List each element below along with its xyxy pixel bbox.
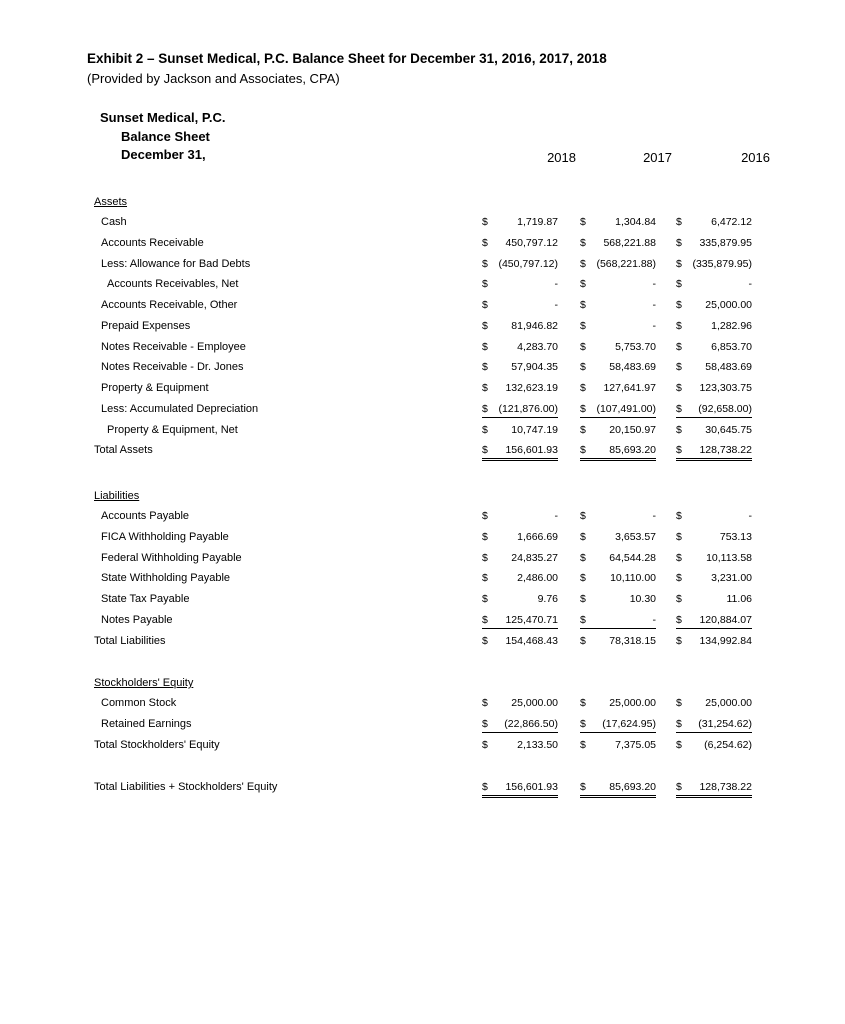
row-label-notes-payable: Notes Payable [101, 614, 173, 626]
currency-symbol: $ [676, 635, 682, 647]
currency-symbol: $ [676, 299, 682, 311]
row-label-common-stock: Common Stock [101, 697, 177, 709]
amount-2017-retained-earnings [580, 718, 656, 733]
amount-2018-total-assets [482, 444, 558, 461]
amount-value: 64,544.28 [609, 552, 656, 564]
amount-value: 58,483.69 [705, 361, 752, 373]
currency-symbol: $ [580, 718, 586, 730]
amount-2017-federal-withholding-payable [580, 552, 656, 566]
amount-2016-property-equipment-net [676, 424, 752, 438]
amount-value: - [652, 510, 656, 522]
currency-symbol: $ [482, 718, 488, 730]
year-header-2017: 2017 [643, 150, 672, 165]
amount-2017-notes-receivable-dr-jones [580, 361, 656, 375]
amount-2016-fica-withholding-payable [676, 531, 752, 545]
amount-2018-state-withholding-payable [482, 572, 558, 586]
amount-value: 132,623.19 [505, 382, 558, 394]
amount-2018-less-accumulated-depreciation [482, 403, 558, 418]
currency-symbol: $ [482, 697, 488, 709]
row-label-less-accumulated-depreciation: Less: Accumulated Depreciation [101, 403, 259, 415]
amount-value: 2,133.50 [517, 739, 558, 751]
amount-value: 30,645.75 [705, 424, 752, 436]
amount-value: (17,624.95) [602, 718, 656, 730]
amount-2018-property-equipment [482, 382, 558, 396]
statement-name: Balance Sheet [121, 129, 210, 144]
year-header-2018: 2018 [547, 150, 576, 165]
currency-symbol: $ [676, 781, 682, 793]
currency-symbol: $ [580, 444, 586, 456]
amount-value: 335,879.95 [699, 237, 752, 249]
amount-2018-property-equipment-net [482, 424, 558, 438]
amount-value: 11.06 [726, 593, 752, 605]
section-heading-equity: Stockholders' Equity [94, 677, 194, 689]
currency-symbol: $ [482, 361, 488, 373]
exhibit-title: Exhibit 2 – Sunset Medical, P.C. Balance Sheet for December 31, 2016, 2017, 2018 [87, 51, 607, 66]
amount-2016-total-liabilities [676, 635, 752, 649]
amount-2016-accounts-receivables-net [676, 278, 752, 292]
amount-2017-common-stock [580, 697, 656, 711]
row-label-prepaid-expenses: Prepaid Expenses [101, 320, 191, 332]
amount-2016-notes-payable [676, 614, 752, 629]
currency-symbol: $ [676, 697, 682, 709]
row-label-notes-receivable-dr-jones: Notes Receivable - Dr. Jones [101, 361, 244, 373]
amount-2018-notes-receivable-dr-jones [482, 361, 558, 375]
amount-value: (335,879.95) [692, 258, 752, 270]
amount-value: (6,254.62) [704, 739, 752, 751]
amount-2018-prepaid-expenses [482, 320, 558, 334]
amount-value: (450,797.12) [498, 258, 558, 270]
row-label-retained-earnings: Retained Earnings [101, 718, 192, 730]
amount-value: 25,000.00 [609, 697, 656, 709]
currency-symbol: $ [676, 593, 682, 605]
amount-value: (92,658.00) [698, 403, 752, 415]
amount-2018-accounts-payable [482, 510, 558, 524]
amount-value: 25,000.00 [705, 299, 752, 311]
currency-symbol: $ [676, 552, 682, 564]
currency-symbol: $ [482, 237, 488, 249]
amount-2017-total-liabilities-stockholders-equity [580, 781, 656, 798]
currency-symbol: $ [580, 341, 586, 353]
currency-symbol: $ [482, 341, 488, 353]
amount-value: 85,693.20 [609, 781, 656, 793]
row-label-cash: Cash [101, 216, 127, 228]
amount-2017-cash [580, 216, 656, 230]
amount-value: 5,753.70 [615, 341, 656, 353]
currency-symbol: $ [580, 635, 586, 647]
row-label-less-allowance-for-bad-debts: Less: Allowance for Bad Debts [101, 258, 251, 270]
currency-symbol: $ [580, 697, 586, 709]
currency-symbol: $ [676, 361, 682, 373]
amount-2017-state-withholding-payable [580, 572, 656, 586]
row-label-accounts-receivable-other: Accounts Receivable, Other [101, 299, 238, 311]
currency-symbol: $ [482, 444, 488, 456]
amount-2017-less-accumulated-depreciation [580, 403, 656, 418]
currency-symbol: $ [482, 614, 488, 626]
currency-symbol: $ [482, 382, 488, 394]
currency-symbol: $ [580, 361, 586, 373]
amount-2017-total-assets [580, 444, 656, 461]
amount-value: 24,835.27 [511, 552, 558, 564]
currency-symbol: $ [580, 299, 586, 311]
company-name: Sunset Medical, P.C. [100, 110, 226, 125]
amount-2016-property-equipment [676, 382, 752, 396]
currency-symbol: $ [482, 572, 488, 584]
currency-symbol: $ [676, 320, 682, 332]
currency-symbol: $ [482, 320, 488, 332]
currency-symbol: $ [482, 739, 488, 751]
row-label-federal-withholding-payable: Federal Withholding Payable [101, 552, 242, 564]
currency-symbol: $ [580, 531, 586, 543]
currency-symbol: $ [580, 593, 586, 605]
amount-value: 6,472.12 [711, 216, 752, 228]
amount-2016-total-liabilities-stockholders-equity [676, 781, 752, 798]
amount-2018-total-liabilities [482, 635, 558, 649]
amount-value: (121,876.00) [498, 403, 558, 415]
amount-value: 10,747.19 [511, 424, 558, 436]
amount-2018-accounts-receivable [482, 237, 558, 251]
amount-value: 127,641.97 [603, 382, 656, 394]
currency-symbol: $ [580, 781, 586, 793]
currency-symbol: $ [580, 382, 586, 394]
currency-symbol: $ [676, 403, 682, 415]
amount-2016-total-stockholders-equity [676, 739, 752, 753]
currency-symbol: $ [482, 403, 488, 415]
amount-value: - [748, 510, 752, 522]
row-label-state-withholding-payable: State Withholding Payable [101, 572, 231, 584]
amount-2016-accounts-receivable [676, 237, 752, 251]
currency-symbol: $ [676, 572, 682, 584]
row-label-total-liabilities-stockholders-equity: Total Liabilities + Stockholders' Equity [94, 781, 278, 793]
amount-2016-accounts-receivable-other [676, 299, 752, 313]
amount-2017-accounts-receivables-net [580, 278, 656, 292]
currency-symbol: $ [676, 258, 682, 270]
amount-2016-common-stock [676, 697, 752, 711]
row-label-total-liabilities: Total Liabilities [94, 635, 166, 647]
currency-symbol: $ [580, 216, 586, 228]
amount-value: 753.13 [719, 531, 752, 543]
currency-symbol: $ [676, 424, 682, 436]
amount-2016-less-allowance-for-bad-debts [676, 258, 752, 272]
amount-2017-accounts-payable [580, 510, 656, 524]
amount-value: 10,113.58 [706, 552, 752, 564]
currency-symbol: $ [580, 572, 586, 584]
amount-value: 81,946.82 [511, 320, 558, 332]
amount-value: 57,904.35 [511, 361, 558, 373]
currency-symbol: $ [580, 614, 586, 626]
amount-value: - [554, 299, 558, 311]
year-header-2016: 2016 [741, 150, 770, 165]
currency-symbol: $ [676, 444, 682, 456]
amount-value: 9.76 [537, 593, 558, 605]
amount-value: 10.30 [629, 593, 656, 605]
currency-symbol: $ [580, 510, 586, 522]
amount-value: (22,866.50) [504, 718, 558, 730]
amount-value: 128,738.22 [699, 781, 752, 793]
amount-value: - [652, 299, 656, 311]
amount-2018-less-allowance-for-bad-debts [482, 258, 558, 272]
currency-symbol: $ [676, 510, 682, 522]
amount-value: - [554, 278, 558, 290]
currency-symbol: $ [482, 552, 488, 564]
amount-value: 2,486.00 [517, 572, 558, 584]
amount-2017-total-liabilities [580, 635, 656, 649]
amount-2017-state-tax-payable [580, 593, 656, 607]
amount-value: 1,719.87 [517, 216, 558, 228]
amount-2018-cash [482, 216, 558, 230]
currency-symbol: $ [580, 739, 586, 751]
currency-symbol: $ [676, 382, 682, 394]
amount-2017-notes-payable [580, 614, 656, 629]
section-heading-assets: Assets [94, 196, 128, 208]
row-label-notes-receivable-employee: Notes Receivable - Employee [101, 341, 246, 353]
amount-2017-accounts-receivable [580, 237, 656, 251]
amount-2018-notes-receivable-employee [482, 341, 558, 355]
currency-symbol: $ [580, 403, 586, 415]
amount-2018-accounts-receivables-net [482, 278, 558, 292]
amount-2017-total-stockholders-equity [580, 739, 656, 753]
amount-value: 1,282.96 [711, 320, 752, 332]
amount-value: 154,468.43 [505, 635, 558, 647]
amount-value: 25,000.00 [511, 697, 558, 709]
statement-date: December 31, [121, 147, 206, 162]
amount-value: (568,221.88) [596, 258, 656, 270]
amount-value: 85,693.20 [609, 444, 656, 456]
amount-value: 568,221.88 [603, 237, 656, 249]
currency-symbol: $ [482, 299, 488, 311]
amount-value: 128,738.22 [699, 444, 752, 456]
amount-value: 7,375.05 [615, 739, 656, 751]
amount-value: (31,254.62) [698, 718, 752, 730]
amount-2017-prepaid-expenses [580, 320, 656, 334]
amount-2018-fica-withholding-payable [482, 531, 558, 545]
amount-value: 125,470.71 [505, 614, 558, 626]
row-label-property-equipment: Property & Equipment [101, 382, 209, 394]
amount-2018-accounts-receivable-other [482, 299, 558, 313]
currency-symbol: $ [676, 739, 682, 751]
amount-2016-accounts-payable [676, 510, 752, 524]
currency-symbol: $ [580, 552, 586, 564]
amount-2018-total-liabilities-stockholders-equity [482, 781, 558, 798]
row-label-state-tax-payable: State Tax Payable [101, 593, 190, 605]
currency-symbol: $ [482, 424, 488, 436]
currency-symbol: $ [676, 531, 682, 543]
amount-2017-fica-withholding-payable [580, 531, 656, 545]
amount-2016-state-tax-payable [676, 593, 752, 607]
row-label-accounts-receivable: Accounts Receivable [101, 237, 204, 249]
amount-2018-notes-payable [482, 614, 558, 629]
amount-2018-federal-withholding-payable [482, 552, 558, 566]
amount-value: 450,797.12 [505, 237, 558, 249]
amount-value: 20,150.97 [609, 424, 656, 436]
amount-2016-total-assets [676, 444, 752, 461]
amount-value: (107,491.00) [596, 403, 656, 415]
currency-symbol: $ [580, 237, 586, 249]
amount-value: 156,601.93 [505, 444, 558, 456]
row-label-fica-withholding-payable: FICA Withholding Payable [101, 531, 229, 543]
currency-symbol: $ [482, 510, 488, 522]
amount-value: 3,231.00 [711, 572, 752, 584]
amount-2017-notes-receivable-employee [580, 341, 656, 355]
currency-symbol: $ [676, 341, 682, 353]
amount-value: 58,483.69 [609, 361, 656, 373]
currency-symbol: $ [580, 258, 586, 270]
amount-value: - [748, 278, 752, 290]
row-label-total-stockholders-equity: Total Stockholders' Equity [94, 739, 220, 751]
amount-2016-cash [676, 216, 752, 230]
amount-value: 1,304.84 [615, 216, 656, 228]
amount-2016-retained-earnings [676, 718, 752, 733]
currency-symbol: $ [482, 635, 488, 647]
amount-2016-state-withholding-payable [676, 572, 752, 586]
currency-symbol: $ [676, 614, 682, 626]
amount-2017-accounts-receivable-other [580, 299, 656, 313]
amount-value: 10,110.00 [610, 572, 656, 584]
currency-symbol: $ [482, 781, 488, 793]
amount-value: 3,653.57 [615, 531, 656, 543]
currency-symbol: $ [676, 216, 682, 228]
currency-symbol: $ [676, 278, 682, 290]
currency-symbol: $ [676, 237, 682, 249]
currency-symbol: $ [482, 278, 488, 290]
currency-symbol: $ [580, 320, 586, 332]
row-label-accounts-receivables-net: Accounts Receivables, Net [107, 278, 239, 290]
amount-2017-less-allowance-for-bad-debts [580, 258, 656, 272]
currency-symbol: $ [482, 216, 488, 228]
amount-value: 134,992.84 [699, 635, 752, 647]
row-label-total-assets: Total Assets [94, 444, 153, 456]
amount-value: 78,318.15 [609, 635, 656, 647]
amount-2018-retained-earnings [482, 718, 558, 733]
exhibit-subtitle: (Provided by Jackson and Associates, CPA) [87, 71, 340, 86]
amount-2016-notes-receivable-dr-jones [676, 361, 752, 375]
amount-value: - [652, 320, 656, 332]
amount-2016-notes-receivable-employee [676, 341, 752, 355]
amount-2017-property-equipment-net [580, 424, 656, 438]
amount-value: 25,000.00 [705, 697, 752, 709]
row-label-accounts-payable: Accounts Payable [101, 510, 190, 522]
amount-value: 6,853.70 [711, 341, 752, 353]
amount-2017-property-equipment [580, 382, 656, 396]
amount-value: - [652, 614, 656, 626]
amount-value: 156,601.93 [505, 781, 558, 793]
amount-2016-prepaid-expenses [676, 320, 752, 334]
amount-value: - [652, 278, 656, 290]
amount-value: 120,884.07 [699, 614, 752, 626]
currency-symbol: $ [482, 258, 488, 270]
currency-symbol: $ [676, 718, 682, 730]
row-label-property-equipment-net: Property & Equipment, Net [107, 424, 238, 436]
amount-value: 4,283.70 [517, 341, 558, 353]
amount-2018-total-stockholders-equity [482, 739, 558, 753]
amount-value: 123,303.75 [699, 382, 752, 394]
amount-2018-common-stock [482, 697, 558, 711]
amount-value: 1,666.69 [517, 531, 558, 543]
amount-value: - [554, 510, 558, 522]
amount-2016-less-accumulated-depreciation [676, 403, 752, 418]
currency-symbol: $ [482, 593, 488, 605]
currency-symbol: $ [580, 424, 586, 436]
section-heading-liabilities: Liabilities [94, 490, 140, 502]
currency-symbol: $ [482, 531, 488, 543]
amount-2018-state-tax-payable [482, 593, 558, 607]
currency-symbol: $ [580, 278, 586, 290]
amount-2016-federal-withholding-payable [676, 552, 752, 566]
